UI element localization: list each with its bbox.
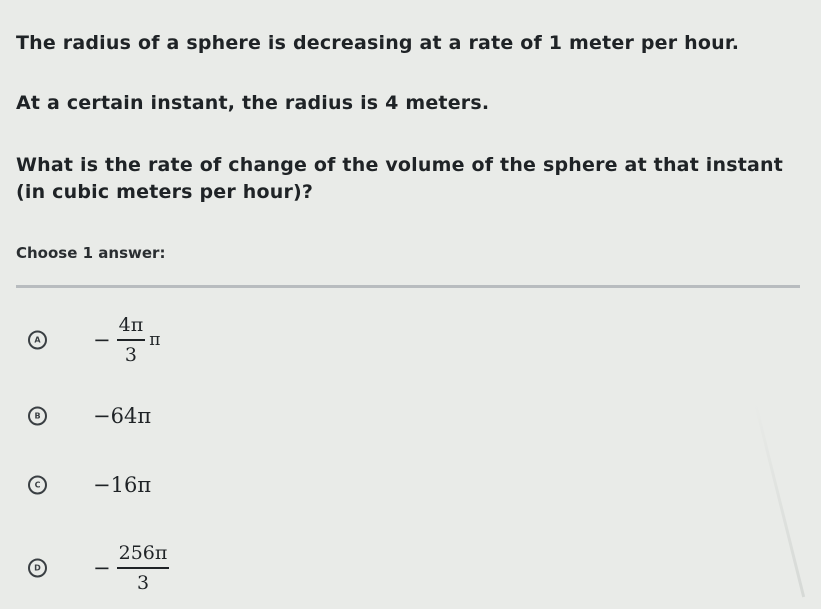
answer-choice-d[interactable] <box>28 530 768 606</box>
choice-b-expression: −64π <box>93 404 152 428</box>
answer-choice-a[interactable] <box>28 305 768 375</box>
question-line-2: At a certain instant, the radius is 4 meters. <box>16 92 490 114</box>
choice-letter-b-icon: B <box>28 407 47 426</box>
choice-a-denominator: 3 <box>124 344 137 366</box>
divider <box>16 285 800 288</box>
choice-a-sign: − <box>93 328 111 352</box>
choice-d-denominator: 3 <box>136 572 150 594</box>
answer-choice-b[interactable] <box>28 396 768 436</box>
answer-choice-c[interactable] <box>28 465 768 505</box>
choice-a-fraction <box>117 314 146 366</box>
choice-a-expression <box>93 314 160 366</box>
question-line-3: What is the rate of change of the volume of the sphere at that instant (in cubic meters per hour)? <box>16 154 784 203</box>
choice-a-numerator: 4π <box>117 314 146 341</box>
choose-answer-prompt: Choose 1 answer: <box>16 244 166 262</box>
choice-letter-d-icon: D <box>28 559 47 578</box>
choice-d-expression <box>93 542 172 594</box>
choice-d-fraction <box>117 542 170 594</box>
choice-d-numerator: 256π <box>117 542 170 569</box>
choice-d-sign: − <box>93 556 111 580</box>
choice-c-expression: −16π <box>93 473 152 497</box>
question-line-1: The radius of a sphere is decreasing at a rate of 1 meter per hour. <box>16 32 740 54</box>
choice-a-tail: π <box>149 330 161 350</box>
choice-letter-a-icon: A <box>28 331 47 350</box>
choice-letter-c-icon: C <box>28 476 47 495</box>
